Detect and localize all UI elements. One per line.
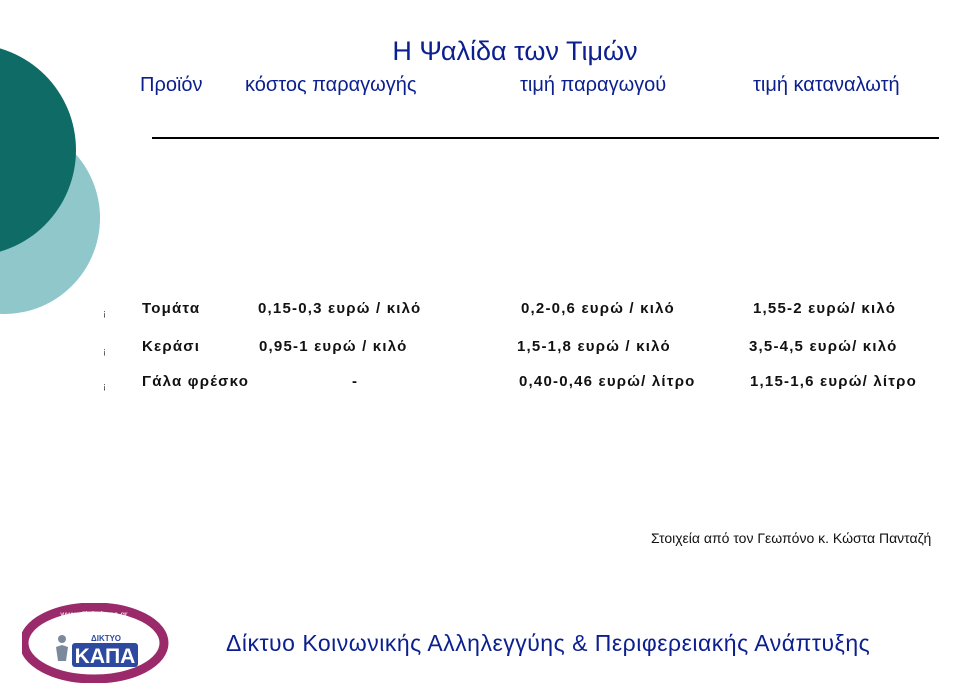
- header-consumer-price: τιμή καταναλωτή: [753, 74, 900, 96]
- producer-price-cell: 0,40-0,46 ευρώ/ λίτρο: [519, 373, 696, 390]
- cost-cell: -: [352, 373, 359, 390]
- consumer-price-cell: 3,5-4,5 ευρώ/ κιλό: [749, 338, 898, 355]
- product-cell: Γάλα φρέσκο: [142, 373, 250, 390]
- cost-cell: 0,95-1 ευρώ / κιλό: [259, 338, 408, 355]
- product-cell: Κεράσι: [142, 338, 201, 355]
- producer-price-cell: 0,2-0,6 ευρώ / κιλό: [521, 300, 675, 317]
- cost-cell: 0,15-0,3 ευρώ / κιλό: [258, 300, 422, 317]
- source-note: Στοιχεία από τον Γεωπόνο κ. Κώστα Πανταζή: [651, 530, 932, 546]
- person-icon: [58, 635, 66, 643]
- header-product: Προϊόν: [140, 74, 203, 96]
- logo-url-text: www.diktio-kapa.gr: [60, 610, 128, 619]
- product-cell: Τομάτα: [142, 300, 201, 317]
- consumer-price-cell: 1,15-1,6 ευρώ/ λίτρο: [750, 373, 917, 390]
- logo-main-text: ΚΑΠΑ: [74, 645, 136, 668]
- table-row: [0, 300, 960, 324]
- page-title: Η Ψαλίδα των Τιμών: [392, 36, 638, 66]
- header-divider: [152, 137, 939, 139]
- header-producer-price: τιμή παραγωγού: [520, 74, 667, 96]
- header-production-cost: κόστος παραγωγής: [245, 74, 417, 96]
- bullet-icon: ¡: [103, 308, 106, 318]
- table-row: [0, 373, 960, 397]
- footer-organization: Δίκτυο Κοινωνικής Αλληλεγγύης & Περιφερειακής Ανάπτυξης: [226, 630, 871, 656]
- table-row: [0, 338, 960, 362]
- bullet-icon: ¡: [103, 346, 106, 356]
- bullet-icon: ¡: [103, 381, 106, 391]
- producer-price-cell: 1,5-1,8 ευρώ / κιλό: [517, 338, 671, 355]
- consumer-price-cell: 1,55-2 ευρώ/ κιλό: [753, 300, 897, 317]
- diktyo-kapa-logo: [22, 603, 172, 683]
- logo-small-text: ΔΙΚΤΥΟ: [91, 634, 121, 643]
